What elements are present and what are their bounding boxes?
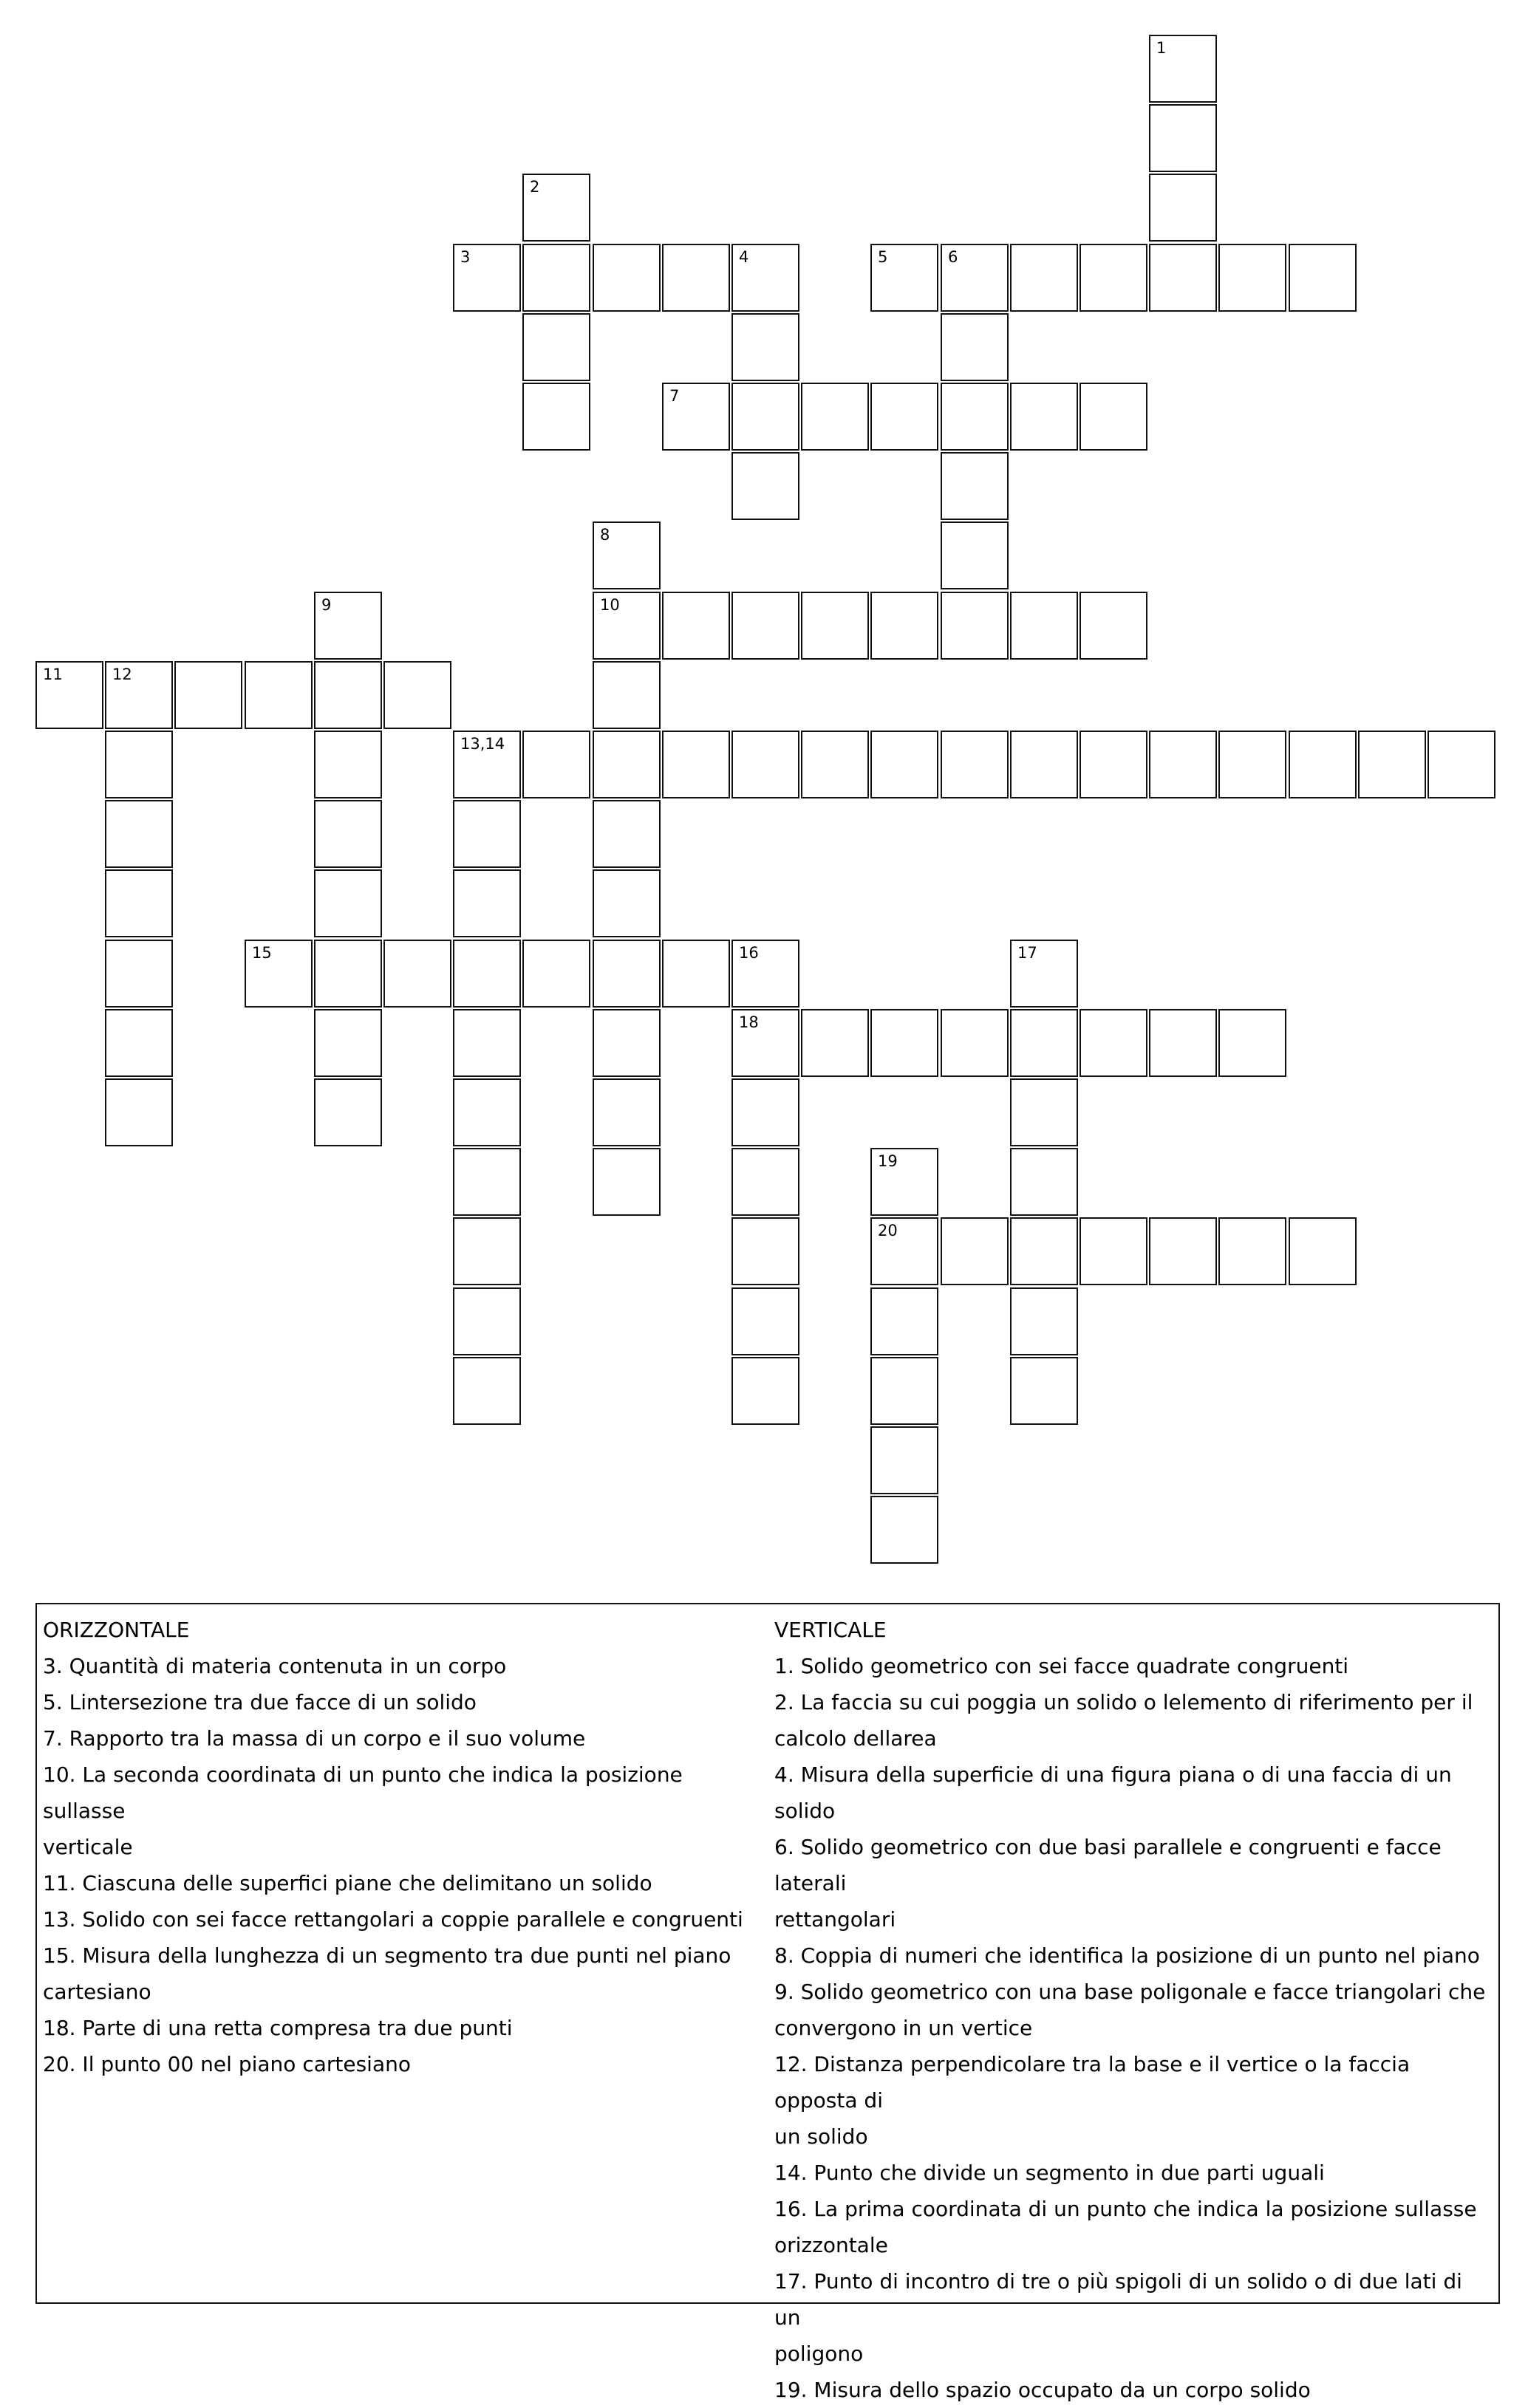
clue-across-item: 11. Ciascuna delle superfici piane che delimitano un solido	[43, 1871, 652, 1895]
crossword-cell[interactable]	[105, 661, 173, 729]
crossword-cell[interactable]	[314, 800, 382, 868]
crossword-cell[interactable]	[383, 940, 451, 1008]
crossword-cell[interactable]	[1080, 592, 1147, 660]
crossword-cell[interactable]	[870, 592, 938, 660]
crossword-cell[interactable]	[941, 592, 1009, 660]
cell-number: 2	[530, 178, 540, 196]
clue-across-item: 20. Il punto 00 nel piano cartesiano	[43, 2052, 411, 2076]
clues-down-heading: VERTICALE	[774, 1618, 887, 1642]
crossword-cell[interactable]	[593, 800, 661, 868]
crossword-cell[interactable]	[1080, 244, 1147, 312]
clue-down-item: poligono	[774, 2342, 864, 2366]
crossword-cell[interactable]	[870, 1287, 938, 1355]
crossword-cell[interactable]	[245, 661, 313, 729]
cell-number: 18	[739, 1013, 759, 1031]
crossword-cell[interactable]	[1080, 731, 1147, 798]
crossword-cell[interactable]	[314, 869, 382, 937]
crossword-cell[interactable]	[731, 940, 799, 1008]
crossword-cell[interactable]	[593, 592, 661, 660]
crossword-cell[interactable]	[731, 244, 799, 312]
crossword-cell[interactable]	[522, 313, 590, 381]
crossword-cell[interactable]	[105, 800, 173, 868]
crossword-cell[interactable]	[941, 383, 1009, 451]
cell-number: 11	[43, 666, 63, 683]
crossword-cell[interactable]	[1289, 244, 1357, 312]
clue-down-item: 8. Coppia di numeri che identifica la posizione di un punto nel piano	[774, 1943, 1480, 1968]
crossword-cell[interactable]	[593, 661, 661, 729]
clue-across-item: 5. Lintersezione tra due facce di un solido	[43, 1690, 477, 1714]
crossword-cell[interactable]	[731, 592, 799, 660]
crossword-cell[interactable]	[174, 661, 242, 729]
cell-number: 12	[112, 666, 132, 683]
crossword-cell[interactable]	[453, 800, 521, 868]
crossword-cell[interactable]	[801, 1009, 869, 1077]
crossword-cell[interactable]	[941, 1217, 1009, 1285]
crossword-cell[interactable]	[662, 383, 730, 451]
crossword-cell[interactable]	[662, 244, 730, 312]
crossword-cell[interactable]	[1010, 1357, 1078, 1425]
crossword-cell[interactable]	[453, 244, 521, 312]
clue-down-item: 14. Punto che divide un segmento in due parti uguali	[774, 2161, 1325, 2185]
crossword-cell[interactable]	[593, 1078, 661, 1146]
crossword-cell[interactable]	[941, 452, 1009, 520]
crossword-cell[interactable]	[1010, 731, 1078, 798]
cell-number: 1	[1156, 39, 1167, 57]
crossword-cell[interactable]	[105, 869, 173, 937]
crossword-cell[interactable]	[870, 244, 938, 312]
crossword-cell[interactable]	[1010, 383, 1078, 451]
crossword-cell[interactable]	[105, 731, 173, 798]
crossword-cell[interactable]	[593, 940, 661, 1008]
crossword-cell[interactable]	[870, 731, 938, 798]
crossword-cell[interactable]	[453, 1148, 521, 1216]
crossword-cell[interactable]	[731, 1357, 799, 1425]
crossword-cell[interactable]	[1289, 1217, 1357, 1285]
crossword-cell[interactable]	[1010, 1009, 1078, 1077]
crossword-cell[interactable]	[453, 1078, 521, 1146]
crossword-cell[interactable]	[1010, 592, 1078, 660]
crossword-cell[interactable]	[941, 521, 1009, 589]
crossword-cell[interactable]	[1149, 1009, 1217, 1077]
crossword-cell[interactable]	[731, 1148, 799, 1216]
cell-number: 13,14	[460, 735, 505, 753]
crossword-cell[interactable]	[1218, 1009, 1286, 1077]
crossword-cell[interactable]	[522, 731, 590, 798]
crossword-cell[interactable]	[662, 731, 730, 798]
clue-down-item: 17. Punto di incontro di tre o più spigoli di un solido o di due lati di un	[774, 2269, 1462, 2330]
clue-down-item: 4. Misura della superficie di una figura piana o di una faccia di un solido	[774, 1762, 1452, 1823]
clue-down-item: convergono in un vertice	[774, 2016, 1033, 2040]
crossword-cell[interactable]	[941, 731, 1009, 798]
crossword-cell[interactable]	[1010, 1078, 1078, 1146]
crossword-cell[interactable]	[1010, 1217, 1078, 1285]
crossword-cell[interactable]	[522, 383, 590, 451]
cell-number: 20	[878, 1222, 898, 1239]
crossword-cell[interactable]	[1010, 1287, 1078, 1355]
crossword-cell[interactable]	[870, 383, 938, 451]
clue-down-item: orizzontale	[774, 2233, 888, 2257]
crossword-cell[interactable]	[453, 1357, 521, 1425]
crossword-cell[interactable]	[731, 1078, 799, 1146]
crossword-cell[interactable]	[1149, 104, 1217, 172]
crossword-cell[interactable]	[1218, 1217, 1286, 1285]
crossword-cell[interactable]	[731, 731, 799, 798]
clues-across-column	[43, 1612, 760, 2082]
cell-number: 10	[600, 596, 620, 614]
crossword-cell[interactable]	[1080, 1217, 1147, 1285]
cell-number: 19	[878, 1152, 898, 1170]
crossword-cell[interactable]	[105, 940, 173, 1008]
crossword-cell[interactable]	[593, 521, 661, 589]
clue-down-item: 12. Distanza perpendicolare tra la base e il vertice o la faccia opposta di	[774, 2052, 1411, 2113]
clues-box	[35, 1603, 1500, 2402]
crossword-cell[interactable]	[593, 1009, 661, 1077]
clue-across-item: 13. Solido con sei facce rettangolari a coppie parallele e congruenti	[43, 1907, 743, 1932]
crossword-cell[interactable]	[1149, 35, 1217, 103]
cell-number: 7	[669, 387, 680, 405]
crossword-cell[interactable]	[522, 940, 590, 1008]
clues-down-column	[774, 1612, 1493, 2408]
crossword-cell[interactable]	[383, 661, 451, 729]
clue-across-item: 3. Quantità di materia contenuta in un corpo	[43, 1654, 507, 1678]
crossword-cell[interactable]	[453, 869, 521, 937]
crossword-cell[interactable]	[593, 1148, 661, 1216]
crossword-cell[interactable]	[1010, 940, 1078, 1008]
crossword-cell[interactable]	[522, 244, 590, 312]
crossword-cell[interactable]	[314, 592, 382, 660]
crossword-cell[interactable]	[105, 1009, 173, 1077]
crossword-cell[interactable]	[662, 940, 730, 1008]
crossword-cell[interactable]	[941, 244, 1009, 312]
clues-across-heading: ORIZZONTALE	[43, 1618, 190, 1642]
crossword-cell[interactable]	[453, 1009, 521, 1077]
crossword-cell[interactable]	[1289, 731, 1357, 798]
clue-down-item: 2. La faccia su cui poggia un solido o lelemento di riferimento per il	[774, 1690, 1473, 1714]
clues-down-list	[774, 1648, 1493, 2408]
crossword-cell[interactable]	[1010, 1148, 1078, 1216]
clue-down-item: un solido	[774, 2124, 868, 2149]
crossword-cell[interactable]	[314, 1009, 382, 1077]
crossword-cell[interactable]	[870, 1009, 938, 1077]
crossword-cell[interactable]	[105, 1078, 173, 1146]
crossword-cell[interactable]	[453, 940, 521, 1008]
crossword-cell[interactable]	[731, 1217, 799, 1285]
clue-down-item: calcolo dellarea	[774, 1726, 937, 1751]
cell-number: 8	[600, 526, 610, 544]
crossword-cell[interactable]	[1149, 244, 1217, 312]
crossword-cell[interactable]	[731, 313, 799, 381]
crossword-cell[interactable]	[870, 1148, 938, 1216]
clue-across-item: 10. La seconda coordinata di un punto che indica la posizione sullasse	[43, 1762, 683, 1823]
clue-down-item: 1. Solido geometrico con sei facce quadrate congruenti	[774, 1654, 1349, 1678]
crossword-cell[interactable]	[1149, 731, 1217, 798]
clue-down-item: 19. Misura dello spazio occupato da un corpo solido	[774, 2378, 1311, 2402]
crossword-cell[interactable]	[593, 869, 661, 937]
cell-number: 17	[1017, 944, 1037, 962]
crossword-cell[interactable]	[870, 1217, 938, 1285]
crossword-cell[interactable]	[731, 383, 799, 451]
crossword-cell[interactable]	[801, 731, 869, 798]
clue-across-item: verticale	[43, 1835, 133, 1859]
crossword-cell[interactable]	[453, 731, 521, 798]
cell-number: 9	[321, 596, 332, 614]
clue-down-item: rettangolari	[774, 1907, 896, 1932]
crossword-cell[interactable]	[1218, 244, 1286, 312]
crossword-cell[interactable]	[314, 940, 382, 1008]
crossword-cell[interactable]	[453, 1217, 521, 1285]
crossword-cell[interactable]	[1080, 1009, 1147, 1077]
crossword-cell[interactable]	[870, 1496, 938, 1564]
crossword-cell[interactable]	[662, 592, 730, 660]
crossword-cell[interactable]	[1428, 731, 1495, 798]
crossword-cell[interactable]	[593, 244, 661, 312]
cell-number: 16	[739, 944, 759, 962]
crossword-cell[interactable]	[314, 1078, 382, 1146]
crossword-cell[interactable]	[1010, 244, 1078, 312]
cell-number: 3	[460, 248, 471, 266]
crossword-cell[interactable]	[941, 1009, 1009, 1077]
crossword-cell[interactable]	[314, 731, 382, 798]
crossword-cell[interactable]	[1218, 731, 1286, 798]
crossword-cell[interactable]	[453, 1287, 521, 1355]
cell-number: 5	[878, 248, 888, 266]
crossword-cell[interactable]	[314, 661, 382, 729]
cell-number: 4	[739, 248, 749, 266]
crossword-cell[interactable]	[801, 383, 869, 451]
clue-down-item: 16. La prima coordinata di un punto che indica la posizione sullasse	[774, 2197, 1477, 2221]
crossword-cell[interactable]	[1149, 174, 1217, 242]
crossword-cell[interactable]	[870, 1426, 938, 1494]
clue-across-item: 18. Parte di una retta compresa tra due punti	[43, 2016, 513, 2040]
cell-number: 6	[948, 248, 958, 266]
crossword-cell[interactable]	[1149, 1217, 1217, 1285]
crossword-cell[interactable]	[245, 940, 313, 1008]
clue-across-item: 15. Misura della lunghezza di un segmento tra due punti nel piano	[43, 1943, 731, 1968]
crossword-cell[interactable]	[941, 313, 1009, 381]
crossword-cell[interactable]	[870, 1357, 938, 1425]
crossword-cell[interactable]	[731, 1009, 799, 1077]
crossword-cell[interactable]	[35, 661, 103, 729]
crossword-cell[interactable]	[731, 1287, 799, 1355]
crossword-cell[interactable]	[1080, 383, 1147, 451]
crossword-cell[interactable]	[801, 592, 869, 660]
clue-across-item: cartesiano	[43, 1980, 151, 2004]
cell-number: 15	[252, 944, 272, 962]
crossword-cell[interactable]	[731, 452, 799, 520]
clue-down-item: 9. Solido geometrico con una base poligonale e facce triangolari che	[774, 1980, 1486, 2004]
crossword-cell[interactable]	[522, 174, 590, 242]
clue-down-item: 6. Solido geometrico con due basi parallele e congruenti e facce laterali	[774, 1835, 1442, 1895]
clues-across-list	[43, 1648, 760, 2082]
crossword-cell[interactable]	[593, 731, 661, 798]
clue-across-item: 7. Rapporto tra la massa di un corpo e il suo volume	[43, 1726, 586, 1751]
crossword-cell[interactable]	[1358, 731, 1426, 798]
